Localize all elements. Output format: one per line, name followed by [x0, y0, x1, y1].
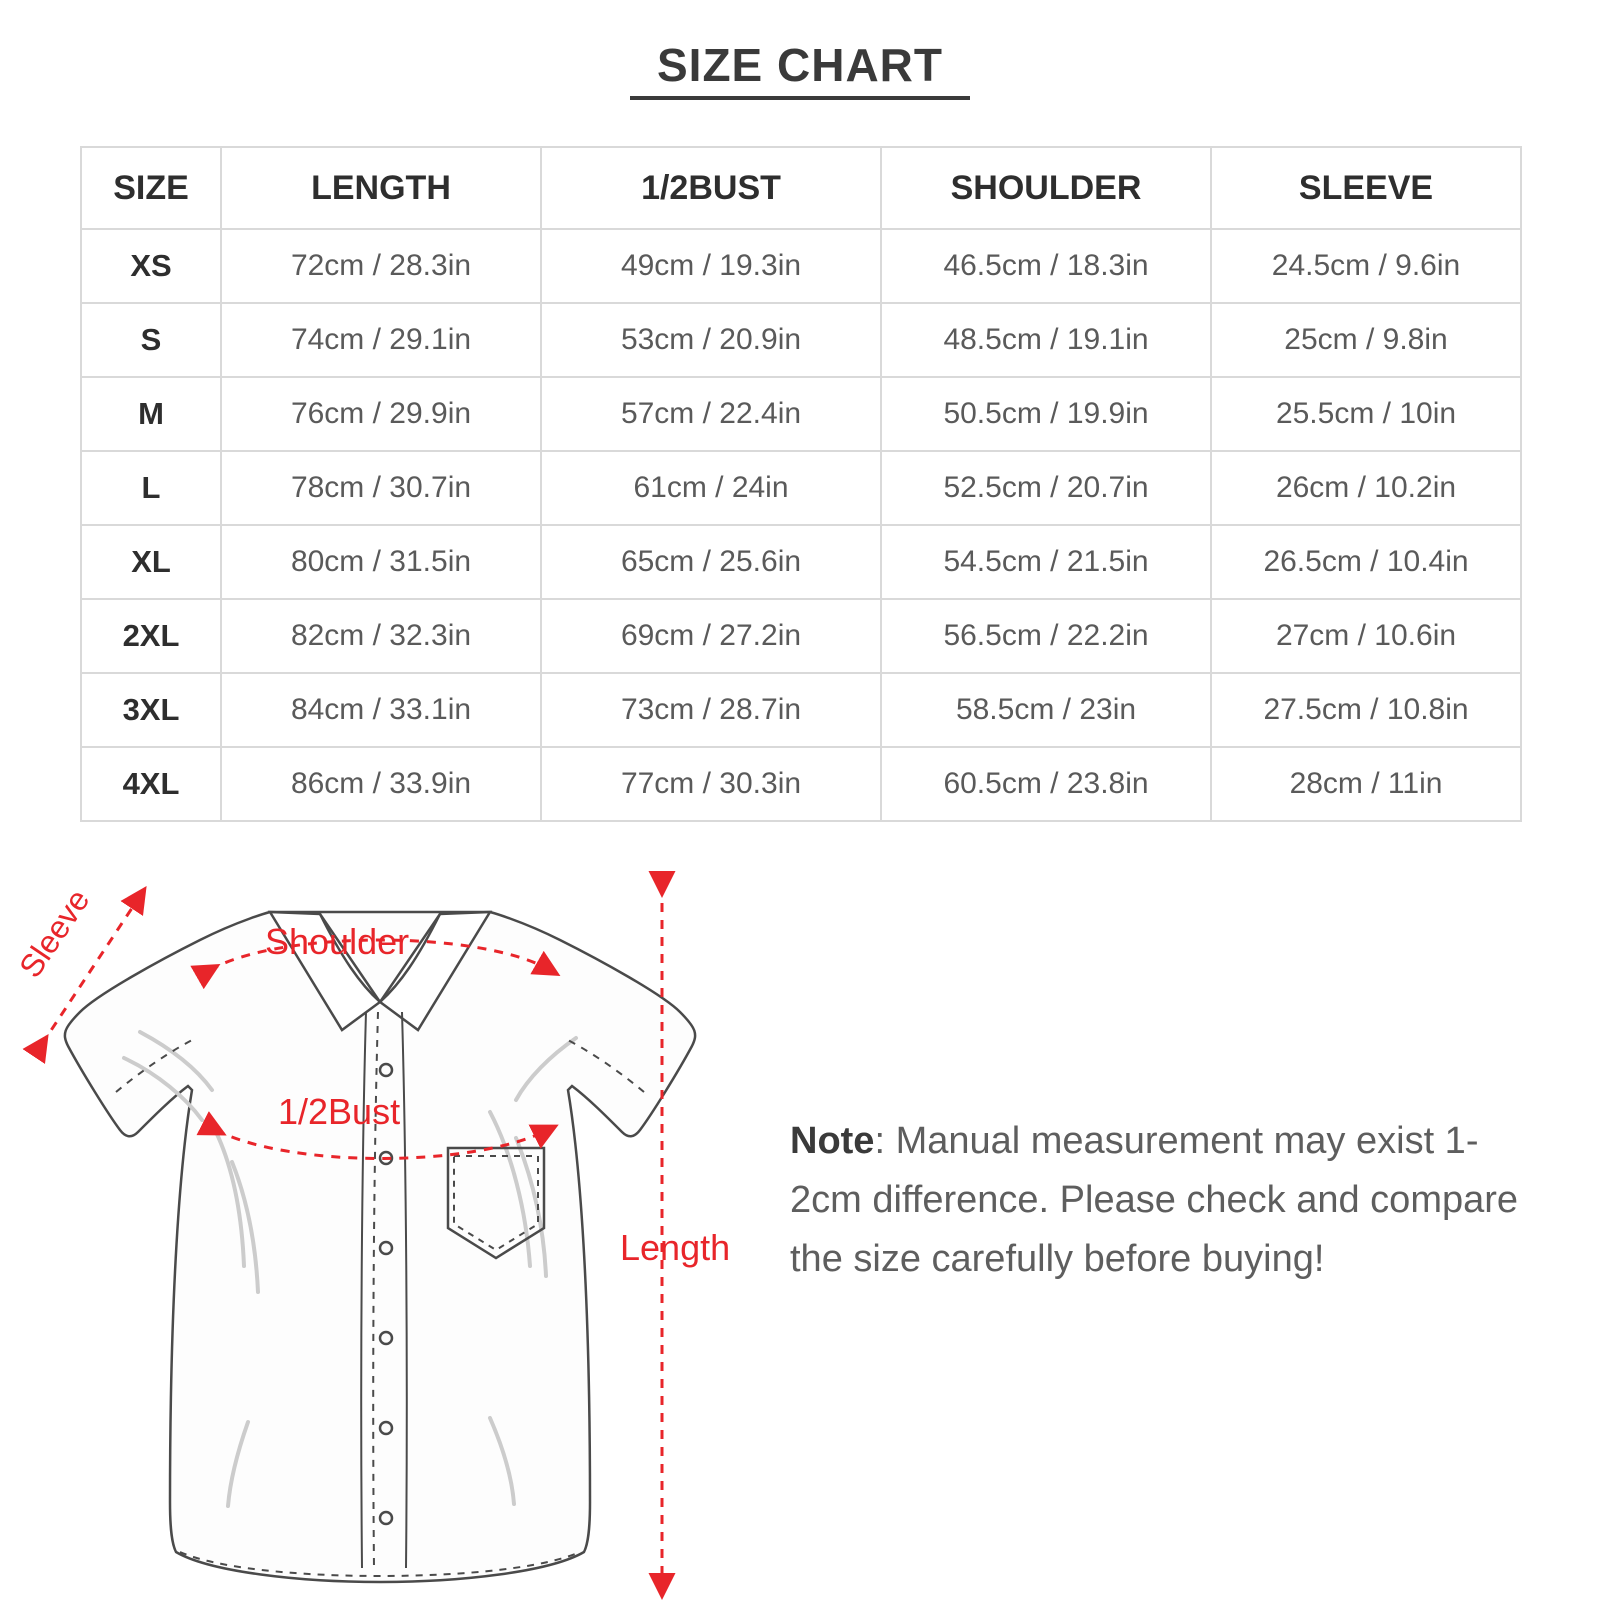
- cell-size: 3XL: [81, 673, 221, 747]
- cell-shoulder: 58.5cm / 23in: [881, 673, 1211, 747]
- column-header-length: LENGTH: [221, 147, 541, 229]
- cell-shoulder: 48.5cm / 19.1in: [881, 303, 1211, 377]
- table-header-row: [81, 147, 1521, 229]
- length-label: Length: [620, 1227, 731, 1268]
- note-label: Note: [790, 1120, 875, 1162]
- cell-shoulder: 46.5cm / 18.3in: [881, 229, 1211, 303]
- shirt-diagram: [20, 862, 780, 1612]
- cell-half-bust: 61cm / 24in: [541, 451, 881, 525]
- cell-half-bust: 73cm / 28.7in: [541, 673, 881, 747]
- page-title: [0, 0, 1600, 100]
- cell-size: 2XL: [81, 599, 221, 673]
- table-row: [81, 303, 1521, 377]
- page-title-text: SIZE CHART: [657, 39, 943, 91]
- cell-sleeve: 25cm / 9.8in: [1211, 303, 1521, 377]
- column-header-sleeve: SLEEVE: [1211, 147, 1521, 229]
- table-row: [81, 599, 1521, 673]
- cell-length: 78cm / 30.7in: [221, 451, 541, 525]
- note-text: Manual measurement may exist 1-2cm difference. Please check and compare the size carefully before buying!: [790, 1120, 1519, 1280]
- shirt-diagram-svg: [20, 862, 780, 1612]
- cell-sleeve: 27.5cm / 10.8in: [1211, 673, 1521, 747]
- column-header-shoulder: SHOULDER: [881, 147, 1211, 229]
- cell-shoulder: 54.5cm / 21.5in: [881, 525, 1211, 599]
- cell-sleeve: 26.5cm / 10.4in: [1211, 525, 1521, 599]
- cell-sleeve: 27cm / 10.6in: [1211, 599, 1521, 673]
- cell-length: 84cm / 33.1in: [221, 673, 541, 747]
- sleeve-label: Sleeve: [20, 882, 97, 984]
- table-row: [81, 377, 1521, 451]
- size-chart-table: [80, 146, 1522, 822]
- cell-shoulder: 52.5cm / 20.7in: [881, 451, 1211, 525]
- cell-half-bust: 57cm / 22.4in: [541, 377, 881, 451]
- cell-sleeve: 24.5cm / 9.6in: [1211, 229, 1521, 303]
- cell-length: 82cm / 32.3in: [221, 599, 541, 673]
- cell-sleeve: 28cm / 11in: [1211, 747, 1521, 821]
- cell-sleeve: 25.5cm / 10in: [1211, 377, 1521, 451]
- half-bust-label: 1/2Bust: [278, 1091, 401, 1132]
- table-row: [81, 229, 1521, 303]
- cell-half-bust: 69cm / 27.2in: [541, 599, 881, 673]
- shoulder-label: Shoulder: [265, 921, 410, 962]
- note-block: [790, 1112, 1530, 1289]
- cell-length: 76cm / 29.9in: [221, 377, 541, 451]
- column-header-half-bust: 1/2BUST: [541, 147, 881, 229]
- cell-size: XS: [81, 229, 221, 303]
- table-row: [81, 451, 1521, 525]
- cell-size: S: [81, 303, 221, 377]
- cell-half-bust: 49cm / 19.3in: [541, 229, 881, 303]
- cell-length: 74cm / 29.1in: [221, 303, 541, 377]
- table-row: [81, 525, 1521, 599]
- cell-half-bust: 65cm / 25.6in: [541, 525, 881, 599]
- cell-size: M: [81, 377, 221, 451]
- size-chart-table-wrapper: [80, 146, 1520, 822]
- cell-length: 86cm / 33.9in: [221, 747, 541, 821]
- cell-sleeve: 26cm / 10.2in: [1211, 451, 1521, 525]
- cell-half-bust: 53cm / 20.9in: [541, 303, 881, 377]
- column-header-size: SIZE: [81, 147, 221, 229]
- table-row: [81, 747, 1521, 821]
- cell-shoulder: 60.5cm / 23.8in: [881, 747, 1211, 821]
- note-separator: :: [874, 1120, 896, 1162]
- table-row: [81, 673, 1521, 747]
- cell-length: 72cm / 28.3in: [221, 229, 541, 303]
- measurement-guide-section: [0, 862, 1600, 1622]
- cell-half-bust: 77cm / 30.3in: [541, 747, 881, 821]
- cell-shoulder: 56.5cm / 22.2in: [881, 599, 1211, 673]
- table-header: [81, 147, 1521, 229]
- cell-size: 4XL: [81, 747, 221, 821]
- cell-shoulder: 50.5cm / 19.9in: [881, 377, 1211, 451]
- cell-size: L: [81, 451, 221, 525]
- table-body: [81, 229, 1521, 821]
- cell-size: XL: [81, 525, 221, 599]
- title-underline: [630, 96, 970, 100]
- cell-length: 80cm / 31.5in: [221, 525, 541, 599]
